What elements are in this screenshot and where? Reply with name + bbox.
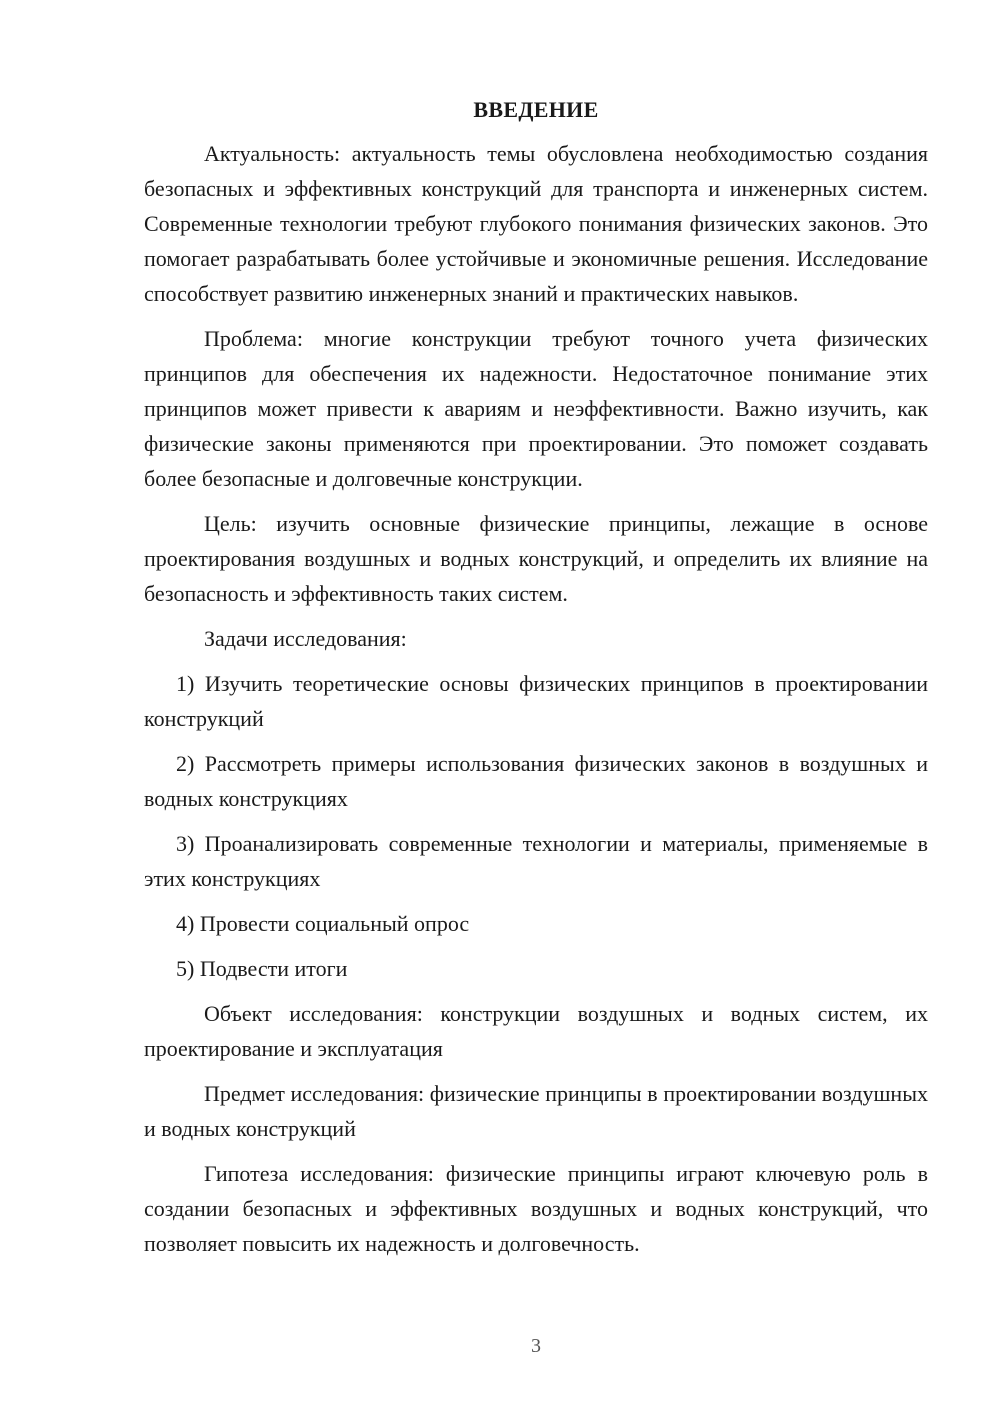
paragraph-subject: Предмет исследования: физические принципы в проектировании воздушных и водных конструкций [144, 1081, 928, 1141]
task-item-2: 2) Рассмотреть примеры использования физических законов в воздушных и водных конструкциях [144, 751, 928, 811]
page-number: 3 [531, 1335, 541, 1357]
tasks-heading: Задачи исследования: [204, 626, 407, 651]
paragraph-hypothesis: Гипотеза исследования: физические принципы играют ключевую роль в создании безопасных и эффективных воздушных и водных конструкций, что позволяет повысить их надежность и долговечность. [144, 1161, 928, 1256]
task-item-4: 4) Провести социальный опрос [176, 911, 470, 936]
document-page [144, 94, 928, 1271]
page-title: ВВЕДЕНИЕ [473, 97, 599, 122]
paragraph-object: Объект исследования: конструкции воздушных и водных систем, их проектирование и эксплуатация [144, 1001, 928, 1061]
paragraph-goal: Цель: изучить основные физические принципы, лежащие в основе проектирования воздушных и водных конструкций, и определить их влияние на безопасность и эффективность таких систем. [144, 511, 928, 606]
task-item-1: 1) Изучить теоретические основы физических принципов в проектировании конструкций [144, 671, 928, 731]
task-item-3: 3) Проанализировать современные технологии и материалы, применяемые в этих конструкциях [144, 831, 928, 891]
paragraph-problem: Проблема: многие конструкции требуют точного учета физических принципов для обеспечения их надежности. Недостаточное понимание этих принципов может привести к авариям и неэффективности. Важно изучить, как физические законы применяются при проектировании. Это поможет создавать более безопасные и долговечные конструкции. [144, 326, 928, 491]
paragraph-relevance: Актуальность: актуальность темы обусловлена необходимостью создания безопасных и эффективных конструкций для транспорта и инженерных систем. Современные технологии требуют глубокого понимания физических законов. Это помогает разрабатывать более устойчивые и экономичные решения. Исследование способствует развитию инженерных знаний и практических навыков. [144, 141, 928, 306]
task-item-5: 5) Подвести итоги [176, 956, 348, 981]
